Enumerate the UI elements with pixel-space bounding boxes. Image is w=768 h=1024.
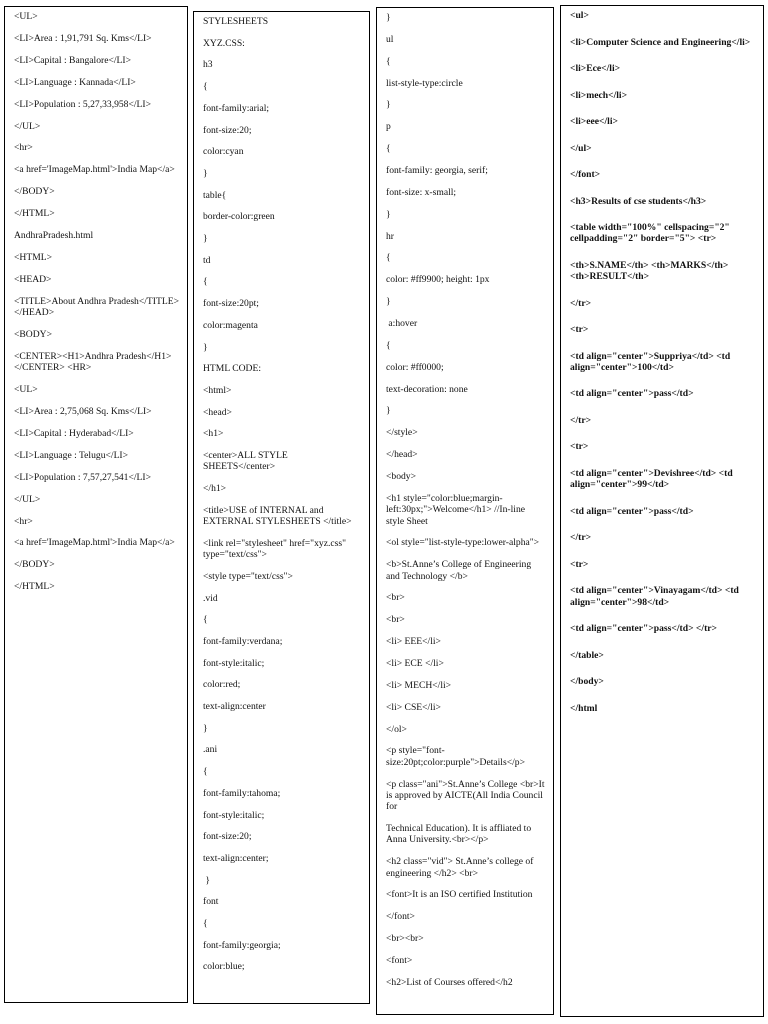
code-line [386, 658, 545, 669]
code-line [386, 614, 545, 625]
code-text: <td align="center">Devishree</td> <td align="center">99</td> [570, 467, 736, 491]
code-line [203, 38, 361, 49]
code-text: <body> [386, 471, 417, 483]
code-text: list-style-type:circle [386, 77, 463, 89]
code-text: color:cyan [203, 146, 244, 158]
code-text: <LI>Capital : Hyderabad</LI> [14, 427, 134, 439]
code-line [203, 233, 361, 244]
code-line [386, 680, 545, 691]
code-text: td [203, 254, 211, 266]
code-line [14, 581, 179, 592]
code-text: </head> [386, 449, 418, 461]
code-line [203, 658, 361, 669]
code-text: } [386, 296, 391, 308]
code-text: </table> [570, 649, 604, 661]
code-line [570, 351, 755, 374]
code-text: </BODY> [14, 186, 55, 198]
code-line [386, 121, 545, 132]
code-text: </ul> [570, 142, 592, 154]
code-text: <LI>Population : 5,27,33,958</LI> [14, 98, 152, 110]
code-line [203, 766, 361, 777]
code-text: p [386, 121, 391, 133]
code-line [203, 853, 361, 864]
code-text: font-style:italic; [203, 657, 265, 669]
code-line [386, 592, 545, 603]
code-text: font-style:italic; [203, 809, 265, 821]
code-line [386, 856, 545, 879]
code-line [203, 483, 361, 494]
code-text: </ol> [386, 723, 407, 735]
code-line [203, 614, 361, 625]
code-line [203, 636, 361, 647]
code-line [203, 450, 361, 473]
code-text: text-align:center; [203, 852, 269, 864]
code-text: <LI>Area : 1,91,791 Sq. Kms</LI> [14, 32, 152, 44]
code-text: <h2 class="vid"> St.Anne’s college of engineering </h2> <br> [386, 856, 536, 879]
code-text: <link rel="stylesheet" href="xyz.css" type="text/css"> [203, 537, 349, 561]
code-text: <td align="center">pass</td> [570, 388, 694, 400]
code-text: <li>mech</li> [570, 89, 628, 101]
code-line [386, 493, 545, 527]
code-line [203, 505, 361, 528]
code-text: <br><br> [386, 933, 424, 945]
code-text: <td align="center">Vinayagam</td> <td align="center">98</td> [570, 585, 742, 608]
code-text: font-family:arial; [203, 102, 270, 114]
code-line [14, 516, 179, 527]
code-line [570, 298, 755, 309]
code-text: and Technology </b> [386, 559, 534, 582]
code-line [570, 532, 755, 543]
code-line [14, 295, 182, 319]
code-line [386, 318, 545, 329]
code-text: color:magenta [203, 319, 258, 331]
code-line [386, 559, 545, 582]
code-column-1 [4, 6, 188, 1003]
code-line [386, 231, 545, 242]
code-text: <LI>Capital : Bangalore</LI> [14, 54, 132, 66]
code-line [386, 274, 545, 285]
code-text: <LI>Population : 7,57,27,541</LI> [14, 471, 152, 483]
code-line [203, 723, 361, 734]
code-line [386, 143, 545, 154]
code-text: <hr> [14, 515, 33, 527]
code-line [203, 342, 361, 353]
code-line [386, 99, 545, 110]
code-text: </font> [570, 169, 601, 180]
code-line [203, 211, 361, 222]
code-line [386, 34, 545, 45]
code-line [203, 875, 361, 886]
code-line [570, 37, 755, 48]
code-text: <b>St.Anne’s College of Engineering [386, 559, 532, 571]
code-line [14, 274, 179, 285]
code-text: <hr> [14, 142, 33, 154]
code-line [570, 169, 755, 180]
code-text: <th>S.NAME</th> <th>MARKS</th> <th>RESULT</th> [570, 259, 731, 283]
code-text: <li>Ece</li> [570, 63, 621, 74]
code-text: } [386, 99, 391, 111]
code-text: <font> [386, 955, 413, 967]
code-line [570, 415, 755, 426]
code-line [203, 103, 361, 114]
code-line [203, 701, 361, 712]
code-text: <style type="text/css"> [203, 570, 293, 582]
code-text: } [386, 12, 391, 23]
code-line [386, 209, 545, 220]
code-text: { [386, 143, 391, 155]
code-text: <br> [386, 614, 405, 626]
code-line [14, 450, 179, 461]
code-line [203, 593, 361, 604]
code-line [386, 745, 545, 768]
code-line [570, 63, 755, 74]
code-line [14, 559, 179, 570]
code-text: <html> [203, 384, 232, 396]
code-text: .ani [203, 744, 218, 756]
code-text: <font>It is an ISO certified Institution [386, 889, 533, 901]
code-line [386, 340, 545, 351]
code-line [386, 78, 545, 89]
code-line [570, 324, 755, 335]
code-line [386, 933, 545, 944]
code-line [570, 90, 755, 101]
code-text: <UL> [14, 384, 38, 396]
code-text: { [203, 276, 208, 288]
code-line [203, 59, 361, 70]
code-text: { [386, 55, 391, 67]
code-text: font-size:20pt; [203, 298, 259, 310]
code-line [570, 388, 755, 399]
code-text: <li> ECE </li> [386, 658, 444, 669]
code-text: </html [570, 702, 598, 714]
code-line [203, 146, 361, 157]
code-column-4 [560, 5, 764, 1017]
code-text: text-align:center [203, 701, 266, 713]
code-line [203, 16, 361, 27]
code-text: <p class="ani">St.Anne’s College <br>It is approved by AICTE(All India Council for [386, 778, 547, 813]
code-line [203, 961, 361, 972]
code-text: } [203, 167, 208, 179]
code-line [203, 298, 361, 309]
code-line [570, 559, 755, 570]
code-text: <head> [203, 406, 232, 418]
code-text: font-size: x-small; [386, 186, 457, 198]
code-line [386, 384, 545, 395]
code-line [386, 724, 545, 735]
code-text: <h1 style="color:blue;margin-left:30px;">Welcome</h1> //In-line style Sheet [386, 492, 528, 527]
code-line [570, 10, 755, 21]
code-text: <tr> [570, 558, 589, 570]
code-text: <h1> [203, 428, 224, 440]
code-line [570, 116, 755, 127]
code-line [386, 56, 545, 67]
code-line [14, 384, 179, 395]
code-text: </HTML> [14, 208, 55, 220]
code-text: <li> EEE</li> [386, 636, 441, 648]
code-line [14, 99, 179, 110]
code-line [203, 190, 361, 201]
code-line [386, 405, 545, 416]
code-text: color:red; [203, 679, 241, 691]
code-text: font-size:20; [203, 124, 252, 136]
code-line [570, 441, 755, 452]
code-line [14, 142, 179, 153]
code-line [203, 538, 361, 561]
code-text: STYLESHEETS [203, 16, 269, 27]
code-line [570, 650, 755, 661]
code-text: AndhraPradesh.html [14, 230, 94, 242]
code-text: { [203, 614, 208, 626]
code-text: <td align="center">pass</td> [570, 505, 694, 517]
code-text: table{ [203, 189, 227, 201]
code-text: font [203, 896, 219, 908]
code-line [386, 362, 545, 373]
code-line [203, 255, 361, 266]
code-text: <h2>List of Courses offered</h2 [386, 976, 513, 988]
code-text: text-decoration: none [386, 383, 468, 395]
code-line [203, 918, 361, 929]
code-text: color: #ff9900; height: 1px [386, 274, 490, 286]
code-text: <ol style="list-style-type:lower-alpha"> [386, 537, 540, 549]
code-text: </tr> [570, 414, 592, 426]
code-line [386, 449, 545, 460]
code-text: <tr> [570, 324, 589, 336]
code-text: } [386, 405, 391, 417]
code-line [386, 779, 545, 813]
code-text: a:hover [386, 318, 418, 330]
code-text: font-family: georgia, serif; [386, 165, 488, 177]
code-line [14, 77, 179, 88]
code-line [386, 977, 545, 988]
code-text: <li> MECH</li> [386, 679, 452, 691]
code-line [203, 788, 361, 799]
code-text: } [386, 208, 391, 220]
code-text: border-color:green [203, 211, 275, 223]
code-line [203, 810, 361, 821]
code-text: color: #ff0000; [386, 361, 444, 373]
code-text: <HEAD> [14, 273, 52, 285]
code-text: color:blue; [203, 961, 245, 973]
code-line [570, 506, 755, 517]
code-line [14, 406, 179, 417]
code-text: hr [386, 230, 394, 242]
code-text: font-family:verdana; [203, 635, 283, 647]
code-line [386, 955, 545, 966]
code-line [14, 33, 179, 44]
code-line [203, 407, 361, 418]
code-text: <a href='ImageMap.html'>India Map</a> [14, 537, 175, 549]
code-text: </tr> [570, 532, 592, 544]
code-text: } [203, 722, 208, 734]
code-line [203, 744, 361, 755]
code-line [14, 11, 179, 22]
code-line [14, 164, 179, 175]
code-line [203, 428, 361, 439]
code-text: <UL> [14, 11, 38, 22]
code-text: <a href='ImageMap.html'>India Map</a> [14, 164, 175, 176]
code-text: Technical Education). It is affliated to Anna University.<br></p> [386, 823, 534, 846]
code-text: <ul> [570, 10, 589, 21]
code-text: { [203, 766, 208, 778]
code-line [14, 428, 179, 439]
code-line [386, 252, 545, 263]
code-text: <br> [386, 592, 405, 604]
code-line [203, 125, 361, 136]
code-line [203, 571, 361, 582]
code-line [14, 55, 179, 66]
code-text: <CENTER><H1>Andhra Pradesh</H1></CENTER> <HR> [14, 350, 172, 374]
code-text: .vid [203, 592, 218, 604]
code-text: h3 [203, 59, 213, 71]
code-line [14, 208, 179, 219]
code-line [203, 168, 361, 179]
code-text: <tr> [570, 441, 589, 453]
code-text: font-family:georgia; [203, 939, 281, 951]
code-line [203, 831, 361, 842]
code-line [570, 623, 755, 634]
code-text: </body> [570, 676, 604, 688]
code-line [570, 260, 755, 283]
code-text: } [203, 341, 208, 353]
code-text: <title>USE of INTERNAL and EXTERNAL STYLESHEETS </title> [203, 504, 352, 528]
code-text: </UL> [14, 120, 41, 132]
code-text: <li>Computer Science and Engineering</li> [570, 36, 751, 48]
code-text: </style> [386, 427, 418, 439]
code-text: <TITLE>About Andhra Pradesh</TITLE> </HEAD> [14, 295, 182, 319]
code-text: { [203, 81, 208, 93]
code-line [386, 165, 545, 176]
code-text: </BODY> [14, 559, 55, 571]
code-line [14, 230, 179, 241]
code-line [203, 276, 361, 287]
code-text: </UL> [14, 493, 41, 505]
code-line [14, 472, 179, 483]
code-text: <h3>Results of cse students</h3> [570, 195, 707, 207]
code-line [203, 679, 361, 690]
code-text: </HTML> [14, 581, 55, 593]
code-line [203, 385, 361, 396]
code-line [203, 363, 361, 374]
code-line [570, 676, 755, 687]
code-line [570, 143, 755, 154]
code-text: { [203, 918, 208, 930]
code-text: } [203, 874, 211, 886]
code-line [570, 703, 755, 714]
code-text: </h1> [203, 483, 227, 495]
code-line [570, 196, 755, 207]
code-text: <td align="center">Suppriya</td> <td align="center">100</td> [570, 350, 733, 373]
code-line [386, 471, 545, 482]
code-line [386, 911, 545, 922]
code-line [386, 427, 545, 438]
code-text: <li> CSE</li> [386, 701, 441, 713]
code-column-2 [193, 11, 370, 1004]
code-line [386, 889, 545, 900]
code-text: </tr> [570, 297, 592, 309]
code-line [203, 940, 361, 951]
code-text: <li>eee</li> [570, 116, 618, 127]
code-text: font-family:tahoma; [203, 787, 281, 799]
code-text: <BODY> [14, 329, 53, 340]
code-text: </font> [386, 911, 415, 923]
code-text: { [386, 339, 391, 351]
code-line [386, 537, 545, 548]
code-line [203, 896, 361, 907]
code-line [14, 351, 179, 374]
code-text: <p style="font-size:20pt;color:purple">Details</p> [386, 745, 525, 768]
code-column-3 [376, 7, 554, 1015]
code-line [14, 252, 179, 263]
code-line [386, 702, 545, 713]
code-text: <HTML> [14, 251, 53, 263]
code-text: <center>ALL STYLE SHEETS</center> [203, 450, 291, 473]
code-line [570, 222, 755, 245]
code-text: <td align="center">pass</td> </tr> [570, 623, 717, 635]
code-text: } [203, 233, 208, 245]
code-line [570, 585, 755, 608]
code-line [14, 329, 179, 340]
code-line [203, 320, 361, 331]
code-text: <LI>Language : Telugu</LI> [14, 449, 129, 461]
code-line [386, 12, 545, 23]
code-text: <LI>Area : 2,75,068 Sq. Kms</LI> [14, 406, 152, 418]
code-line [386, 823, 545, 846]
code-line [386, 636, 545, 647]
code-line [14, 121, 179, 132]
code-line [203, 81, 361, 92]
code-text: XYZ.CSS: [203, 37, 245, 49]
code-text: font-size:20; [203, 831, 252, 843]
code-text: ul [386, 33, 394, 45]
code-line [386, 296, 545, 307]
code-text: { [386, 252, 391, 264]
code-line [14, 186, 179, 197]
code-line [386, 187, 545, 198]
code-line [14, 494, 179, 505]
code-text: <LI>Language : Kannada</LI> [14, 76, 136, 88]
code-line [14, 537, 179, 548]
code-text: <table width="100%" cellspacing="2" cellpadding="2" border="5"> <tr> [570, 222, 733, 245]
code-line [570, 468, 755, 491]
code-text: HTML CODE: [203, 363, 262, 375]
